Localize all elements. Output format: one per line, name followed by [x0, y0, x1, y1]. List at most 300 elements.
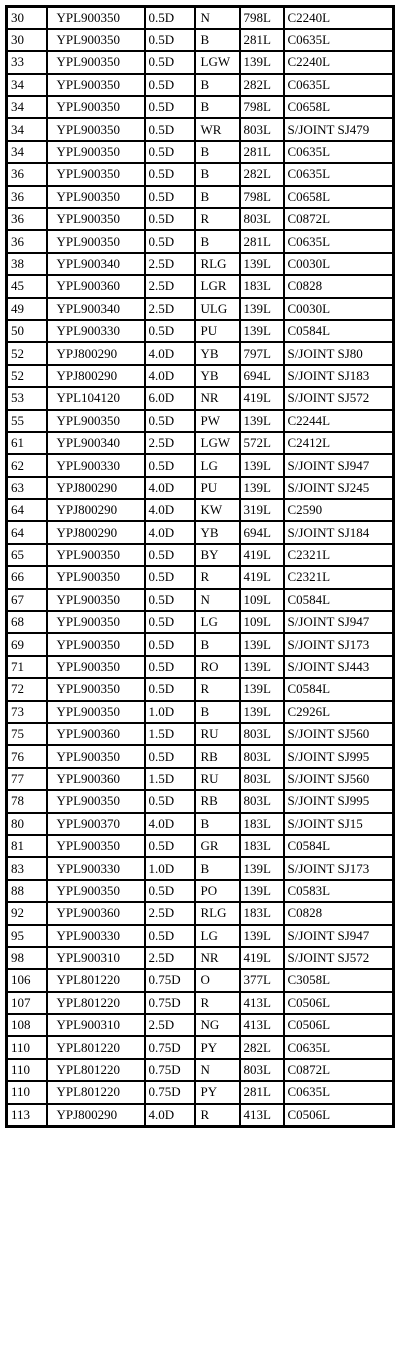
cell-ref: 108: [7, 1014, 47, 1036]
cell-length: 183L: [240, 275, 284, 297]
table-row: [7, 925, 394, 947]
cell-ref: 113: [7, 1104, 47, 1126]
table-row: [7, 1036, 394, 1058]
cell-ref: 34: [7, 96, 47, 118]
cell-color: RLG: [195, 253, 240, 275]
table-row: [7, 813, 394, 835]
cell-ref: 34: [7, 118, 47, 140]
table-row: [7, 835, 394, 857]
cell-part-number: YPL900350: [47, 96, 145, 118]
cell-length: 282L: [240, 163, 284, 185]
table-row: [7, 1081, 394, 1103]
table-row: [7, 902, 394, 924]
table-row: [7, 298, 394, 320]
cell-color: R: [195, 566, 240, 588]
cell-connection: C0584L: [284, 589, 394, 611]
cell-length: 281L: [240, 29, 284, 51]
table-row: [7, 723, 394, 745]
cell-length: 139L: [240, 454, 284, 476]
cell-ref: 83: [7, 857, 47, 879]
cell-connection: S/JOINT SJ995: [284, 745, 394, 767]
cell-size: 2.5D: [145, 1014, 195, 1036]
table-row: [7, 544, 394, 566]
cell-connection: C2240L: [284, 51, 394, 73]
table-row: [7, 118, 394, 140]
cell-length: 139L: [240, 678, 284, 700]
table-row: [7, 768, 394, 790]
cell-color: PU: [195, 320, 240, 342]
cell-part-number: YPL900310: [47, 947, 145, 969]
cell-part-number: YPL900330: [47, 857, 145, 879]
cell-color: PY: [195, 1036, 240, 1058]
cell-size: 0.5D: [145, 745, 195, 767]
cell-connection: S/JOINT SJ245: [284, 477, 394, 499]
cell-size: 1.0D: [145, 857, 195, 879]
cell-color: RO: [195, 656, 240, 678]
cell-ref: 30: [7, 7, 47, 29]
cell-color: KW: [195, 499, 240, 521]
table-row: [7, 410, 394, 432]
cell-color: RB: [195, 790, 240, 812]
cell-size: 0.5D: [145, 880, 195, 902]
cell-color: LGR: [195, 275, 240, 297]
cell-ref: 64: [7, 521, 47, 543]
table-row: [7, 499, 394, 521]
cell-color: N: [195, 589, 240, 611]
cell-color: B: [195, 230, 240, 252]
cell-length: 803L: [240, 1059, 284, 1081]
cell-ref: 36: [7, 230, 47, 252]
cell-part-number: YPL900350: [47, 208, 145, 230]
table-row: [7, 208, 394, 230]
table-row: [7, 611, 394, 633]
cell-length: 282L: [240, 1036, 284, 1058]
cell-color: LGW: [195, 432, 240, 454]
cell-connection: S/JOINT SJ572: [284, 387, 394, 409]
cell-size: 0.5D: [145, 208, 195, 230]
cell-ref: 36: [7, 163, 47, 185]
cell-ref: 81: [7, 835, 47, 857]
cell-color: YB: [195, 342, 240, 364]
cell-part-number: YPL900350: [47, 544, 145, 566]
cell-part-number: YPL900350: [47, 589, 145, 611]
cell-ref: 38: [7, 253, 47, 275]
cell-ref: 76: [7, 745, 47, 767]
cell-size: 0.5D: [145, 611, 195, 633]
table-row: [7, 678, 394, 700]
cell-color: WR: [195, 118, 240, 140]
cell-length: 419L: [240, 544, 284, 566]
cell-ref: 64: [7, 499, 47, 521]
cell-connection: C2926L: [284, 701, 394, 723]
table-row: [7, 29, 394, 51]
table-row: [7, 96, 394, 118]
cell-size: 0.75D: [145, 1036, 195, 1058]
cell-color: R: [195, 992, 240, 1014]
cell-part-number: YPL900350: [47, 835, 145, 857]
cell-ref: 106: [7, 969, 47, 991]
cell-size: 0.5D: [145, 163, 195, 185]
cell-part-number: YPL900350: [47, 29, 145, 51]
cell-size: 1.5D: [145, 723, 195, 745]
cell-length: 139L: [240, 633, 284, 655]
cell-length: 694L: [240, 521, 284, 543]
table-row: [7, 1014, 394, 1036]
cell-color: B: [195, 701, 240, 723]
cell-ref: 34: [7, 74, 47, 96]
cell-part-number: YPL900350: [47, 186, 145, 208]
cell-length: 109L: [240, 589, 284, 611]
cell-size: 0.5D: [145, 589, 195, 611]
table-row: [7, 342, 394, 364]
cell-connection: C0658L: [284, 96, 394, 118]
table-row: [7, 387, 394, 409]
table-row: [7, 701, 394, 723]
cell-size: 2.5D: [145, 902, 195, 924]
cell-size: 0.5D: [145, 566, 195, 588]
cell-connection: S/JOINT SJ443: [284, 656, 394, 678]
table-row: [7, 477, 394, 499]
cell-part-number: YPL900350: [47, 410, 145, 432]
cell-size: 0.75D: [145, 992, 195, 1014]
cell-connection: C0872L: [284, 1059, 394, 1081]
cell-color: ULG: [195, 298, 240, 320]
cell-connection: C0584L: [284, 678, 394, 700]
cell-part-number: YPL900350: [47, 7, 145, 29]
cell-color: PO: [195, 880, 240, 902]
cell-size: 0.5D: [145, 410, 195, 432]
cell-ref: 45: [7, 275, 47, 297]
cell-connection: S/JOINT SJ560: [284, 768, 394, 790]
cell-color: LG: [195, 925, 240, 947]
cell-ref: 65: [7, 544, 47, 566]
cell-part-number: YPL900360: [47, 723, 145, 745]
cell-color: GR: [195, 835, 240, 857]
cell-length: 139L: [240, 320, 284, 342]
cell-part-number: YPL801220: [47, 1036, 145, 1058]
cell-part-number: YPL900350: [47, 678, 145, 700]
cell-size: 0.5D: [145, 320, 195, 342]
wiring-table: [5, 5, 395, 1128]
cell-ref: 77: [7, 768, 47, 790]
cell-length: 413L: [240, 992, 284, 1014]
cell-connection: C2244L: [284, 410, 394, 432]
cell-part-number: YPL801220: [47, 969, 145, 991]
cell-size: 0.75D: [145, 1081, 195, 1103]
wiring-table-container: [5, 5, 395, 1128]
cell-color: B: [195, 29, 240, 51]
table-row: [7, 633, 394, 655]
cell-size: 0.5D: [145, 633, 195, 655]
cell-ref: 62: [7, 454, 47, 476]
cell-ref: 52: [7, 342, 47, 364]
cell-connection: C0635L: [284, 74, 394, 96]
cell-ref: 36: [7, 186, 47, 208]
cell-color: YB: [195, 365, 240, 387]
cell-length: 139L: [240, 253, 284, 275]
cell-length: 139L: [240, 51, 284, 73]
cell-ref: 69: [7, 633, 47, 655]
cell-size: 4.0D: [145, 342, 195, 364]
cell-part-number: YPL900350: [47, 74, 145, 96]
cell-part-number: YPL900350: [47, 790, 145, 812]
cell-color: B: [195, 813, 240, 835]
cell-size: 0.75D: [145, 969, 195, 991]
cell-length: 282L: [240, 74, 284, 96]
cell-color: N: [195, 1059, 240, 1081]
cell-size: 2.5D: [145, 253, 195, 275]
table-row: [7, 230, 394, 252]
cell-part-number: YPL900370: [47, 813, 145, 835]
table-row: [7, 74, 394, 96]
cell-length: 803L: [240, 118, 284, 140]
cell-connection: S/JOINT SJ560: [284, 723, 394, 745]
cell-size: 4.0D: [145, 365, 195, 387]
cell-size: 0.5D: [145, 656, 195, 678]
table-row: [7, 992, 394, 1014]
cell-ref: 55: [7, 410, 47, 432]
cell-ref: 30: [7, 29, 47, 51]
table-row: [7, 947, 394, 969]
cell-part-number: YPL900350: [47, 633, 145, 655]
cell-connection: C0658L: [284, 186, 394, 208]
cell-part-number: YPL900310: [47, 1014, 145, 1036]
cell-part-number: YPL900360: [47, 902, 145, 924]
cell-color: LG: [195, 611, 240, 633]
cell-ref: 52: [7, 365, 47, 387]
cell-length: 139L: [240, 880, 284, 902]
cell-connection: S/JOINT SJ80: [284, 342, 394, 364]
cell-connection: C0584L: [284, 835, 394, 857]
cell-length: 281L: [240, 230, 284, 252]
cell-length: 139L: [240, 656, 284, 678]
cell-ref: 110: [7, 1036, 47, 1058]
cell-connection: C3058L: [284, 969, 394, 991]
cell-connection: C0635L: [284, 29, 394, 51]
cell-length: 109L: [240, 611, 284, 633]
cell-size: 4.0D: [145, 1104, 195, 1126]
table-row: [7, 790, 394, 812]
cell-color: RLG: [195, 902, 240, 924]
wiring-table-body: [7, 7, 394, 1127]
cell-length: 798L: [240, 7, 284, 29]
cell-ref: 110: [7, 1081, 47, 1103]
cell-connection: S/JOINT SJ173: [284, 857, 394, 879]
cell-size: 0.5D: [145, 74, 195, 96]
table-row: [7, 253, 394, 275]
cell-part-number: YPL900350: [47, 118, 145, 140]
table-row: [7, 365, 394, 387]
cell-connection: C2590: [284, 499, 394, 521]
table-row: [7, 432, 394, 454]
cell-color: R: [195, 208, 240, 230]
table-row: [7, 566, 394, 588]
cell-ref: 88: [7, 880, 47, 902]
cell-connection: C0584L: [284, 320, 394, 342]
cell-connection: S/JOINT SJ947: [284, 611, 394, 633]
cell-size: 2.5D: [145, 432, 195, 454]
cell-length: 139L: [240, 701, 284, 723]
cell-length: 281L: [240, 1081, 284, 1103]
cell-connection: S/JOINT SJ479: [284, 118, 394, 140]
cell-part-number: YPL900350: [47, 163, 145, 185]
cell-color: YB: [195, 521, 240, 543]
table-row: [7, 186, 394, 208]
cell-part-number: YPL900330: [47, 320, 145, 342]
cell-color: RU: [195, 768, 240, 790]
cell-size: 0.5D: [145, 544, 195, 566]
cell-ref: 107: [7, 992, 47, 1014]
cell-length: 798L: [240, 186, 284, 208]
cell-part-number: YPL900350: [47, 701, 145, 723]
cell-part-number: YPJ800290: [47, 477, 145, 499]
cell-size: 0.5D: [145, 835, 195, 857]
cell-connection: C0635L: [284, 1036, 394, 1058]
cell-connection: C2321L: [284, 566, 394, 588]
cell-ref: 61: [7, 432, 47, 454]
cell-ref: 80: [7, 813, 47, 835]
cell-connection: S/JOINT SJ995: [284, 790, 394, 812]
cell-connection: C2240L: [284, 7, 394, 29]
cell-ref: 95: [7, 925, 47, 947]
cell-part-number: YPJ800290: [47, 499, 145, 521]
cell-part-number: YPL801220: [47, 1059, 145, 1081]
cell-size: 0.5D: [145, 454, 195, 476]
cell-ref: 36: [7, 208, 47, 230]
table-row: [7, 656, 394, 678]
cell-part-number: YPL900350: [47, 745, 145, 767]
cell-part-number: YPJ800290: [47, 365, 145, 387]
cell-connection: C0506L: [284, 992, 394, 1014]
cell-size: 0.5D: [145, 790, 195, 812]
cell-color: N: [195, 7, 240, 29]
cell-ref: 75: [7, 723, 47, 745]
cell-part-number: YPL900350: [47, 141, 145, 163]
cell-part-number: YPL801220: [47, 1081, 145, 1103]
cell-part-number: YPL900360: [47, 275, 145, 297]
cell-length: 803L: [240, 790, 284, 812]
cell-color: PU: [195, 477, 240, 499]
cell-size: 0.5D: [145, 186, 195, 208]
cell-color: B: [195, 141, 240, 163]
cell-length: 419L: [240, 387, 284, 409]
cell-length: 413L: [240, 1014, 284, 1036]
cell-connection: C0635L: [284, 163, 394, 185]
cell-connection: C0506L: [284, 1104, 394, 1126]
cell-size: 1.5D: [145, 768, 195, 790]
cell-length: 183L: [240, 902, 284, 924]
cell-size: 0.5D: [145, 230, 195, 252]
cell-part-number: YPL104120: [47, 387, 145, 409]
cell-part-number: YPL900340: [47, 432, 145, 454]
cell-size: 0.5D: [145, 7, 195, 29]
cell-ref: 50: [7, 320, 47, 342]
cell-length: 183L: [240, 835, 284, 857]
cell-connection: C0506L: [284, 1014, 394, 1036]
cell-color: B: [195, 96, 240, 118]
cell-part-number: YPL900350: [47, 656, 145, 678]
cell-part-number: YPL801220: [47, 992, 145, 1014]
cell-size: 0.75D: [145, 1059, 195, 1081]
cell-length: 803L: [240, 723, 284, 745]
cell-ref: 63: [7, 477, 47, 499]
cell-size: 0.5D: [145, 96, 195, 118]
cell-ref: 34: [7, 141, 47, 163]
cell-length: 694L: [240, 365, 284, 387]
cell-connection: C0872L: [284, 208, 394, 230]
cell-connection: S/JOINT SJ173: [284, 633, 394, 655]
cell-part-number: YPL900350: [47, 51, 145, 73]
cell-ref: 92: [7, 902, 47, 924]
cell-length: 139L: [240, 925, 284, 947]
cell-color: NG: [195, 1014, 240, 1036]
cell-length: 319L: [240, 499, 284, 521]
cell-size: 2.5D: [145, 275, 195, 297]
cell-length: 803L: [240, 745, 284, 767]
cell-part-number: YPL900350: [47, 611, 145, 633]
cell-length: 572L: [240, 432, 284, 454]
cell-size: 0.5D: [145, 925, 195, 947]
cell-connection: C0030L: [284, 298, 394, 320]
cell-ref: 66: [7, 566, 47, 588]
cell-length: 803L: [240, 208, 284, 230]
cell-part-number: YPL900330: [47, 454, 145, 476]
cell-length: 281L: [240, 141, 284, 163]
table-row: [7, 880, 394, 902]
cell-color: O: [195, 969, 240, 991]
cell-ref: 67: [7, 589, 47, 611]
cell-length: 413L: [240, 1104, 284, 1126]
cell-color: B: [195, 633, 240, 655]
cell-part-number: YPJ800290: [47, 342, 145, 364]
cell-color: B: [195, 74, 240, 96]
cell-ref: 53: [7, 387, 47, 409]
cell-connection: C2412L: [284, 432, 394, 454]
cell-connection: S/JOINT SJ183: [284, 365, 394, 387]
cell-length: 798L: [240, 96, 284, 118]
cell-size: 6.0D: [145, 387, 195, 409]
table-row: [7, 1059, 394, 1081]
cell-connection: C0828: [284, 275, 394, 297]
cell-length: 419L: [240, 947, 284, 969]
cell-color: RU: [195, 723, 240, 745]
cell-part-number: YPL900330: [47, 925, 145, 947]
cell-size: 2.5D: [145, 298, 195, 320]
cell-color: PW: [195, 410, 240, 432]
cell-connection: S/JOINT SJ184: [284, 521, 394, 543]
cell-connection: C0635L: [284, 230, 394, 252]
cell-length: 139L: [240, 410, 284, 432]
cell-length: 803L: [240, 768, 284, 790]
cell-length: 139L: [240, 477, 284, 499]
table-row: [7, 857, 394, 879]
table-row: [7, 51, 394, 73]
cell-color: B: [195, 163, 240, 185]
cell-ref: 72: [7, 678, 47, 700]
table-row: [7, 163, 394, 185]
cell-connection: C0030L: [284, 253, 394, 275]
table-row: [7, 454, 394, 476]
cell-length: 139L: [240, 857, 284, 879]
cell-color: LG: [195, 454, 240, 476]
cell-color: NR: [195, 947, 240, 969]
cell-connection: C0828: [284, 902, 394, 924]
cell-color: BY: [195, 544, 240, 566]
cell-size: 4.0D: [145, 521, 195, 543]
cell-size: 0.5D: [145, 141, 195, 163]
cell-ref: 68: [7, 611, 47, 633]
cell-length: 797L: [240, 342, 284, 364]
